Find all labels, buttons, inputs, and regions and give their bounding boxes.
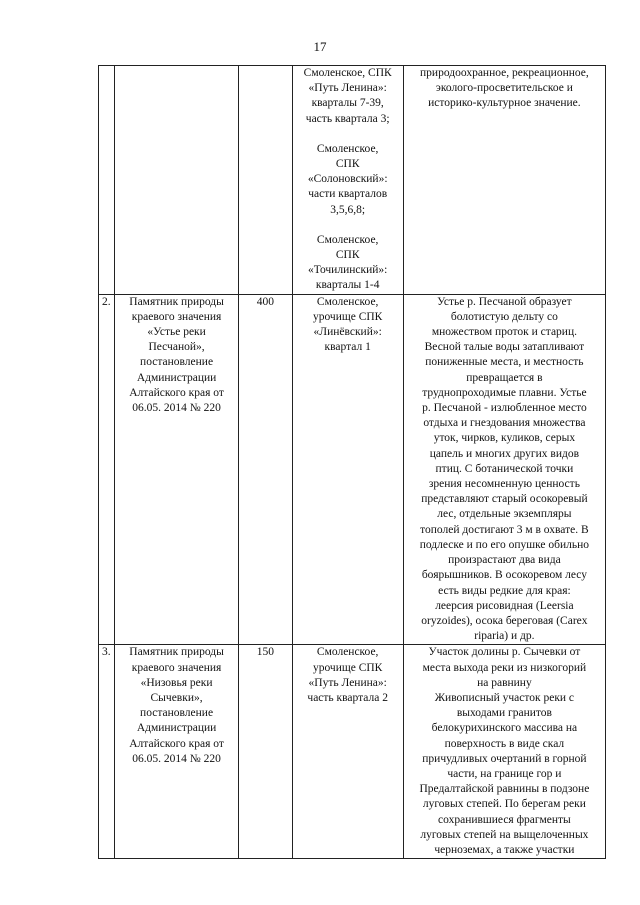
description-text: Участок долины р. Сычевки от места выхода реки из низкогорий на равнину Живописный участок реки с выходами гранитов белокурихинского массива на поверхность в виде скал причудливых очертаний в горной части, на границе гор и Предалтайской равнины в подзоне луговых степей. По берегам реки сохранившиеся фрагменты луговых степей на выщелоченных черноземах, а также участки <box>419 646 590 856</box>
monument-name-text: Памятник природы краевого значения «Устье реки Песчаной», постановление Администрации Алтайского края от 06.05. 2014 № 220 <box>129 295 224 415</box>
monument-name-cell <box>115 645 239 859</box>
description-cell <box>403 66 605 295</box>
description-cell <box>403 645 605 859</box>
row-number-cell: 2. <box>99 294 115 645</box>
monument-name-text: Памятник природы краевого значения «Низовья реки Сычевки», постановление Администрации Алтайского края от 06.05. 2014 № 220 <box>129 646 224 765</box>
location-block: Смоленское, СПК «Путь Ленина»: кварталы 7-39, часть квартала 3; <box>303 67 392 125</box>
location-block: Смоленское, СПК «Точилинский»: кварталы 1-4 <box>308 233 388 292</box>
location-cell <box>292 294 403 645</box>
row-number-cell <box>99 66 115 295</box>
table-row <box>99 294 606 645</box>
table-row <box>99 645 606 859</box>
description-cell <box>403 294 605 645</box>
description-text: Устье р. Песчаной образует болотистую дельту со множеством проток и стариц. Весной талые воды затапливают пониженные места, и местность превращается в труднопроходимые плавни. Устье р. Песчаной - излюбленное место отдыха и гнездования множества уток, чирков, куликов, серых цапель и многих других видов птиц. С ботанической точки зрения несомненную ценность представляют старый осокоревый лес, отдельные экземпляры тополей достигают 3 м в охвате. В подлеске и по его опушке обильно произрастают два вида боярышников. В осокоревом лесу есть виды редкие для края: леерсия рисовидная (Leersia oryzoides), осока береговая (Carex riparia) и др. <box>419 295 590 643</box>
area-cell: 400 <box>239 294 292 645</box>
row-number-cell: 3. <box>99 645 115 859</box>
page-number: 17 <box>313 39 327 54</box>
location-text: Смоленское, урочище СПК «Путь Ленина»: часть квартала 2 <box>307 646 388 704</box>
location-cell <box>292 66 403 295</box>
natural-monuments-table <box>98 65 606 859</box>
area-cell: 150 <box>239 645 292 859</box>
location-block: Смоленское, СПК «Солоновский»: части кварталов 3,5,6,8; <box>307 142 388 216</box>
location-cell <box>292 645 403 859</box>
description-text: природоохранное, рекреационное, эколого-просветительское и историко-культурное значение. <box>420 67 589 110</box>
table-row <box>99 66 606 295</box>
location-text: Смоленское, урочище СПК «Линёвский»: квартал 1 <box>312 295 383 354</box>
area-cell <box>239 66 292 295</box>
monument-name-cell <box>115 66 239 295</box>
monument-name-cell <box>115 294 239 645</box>
